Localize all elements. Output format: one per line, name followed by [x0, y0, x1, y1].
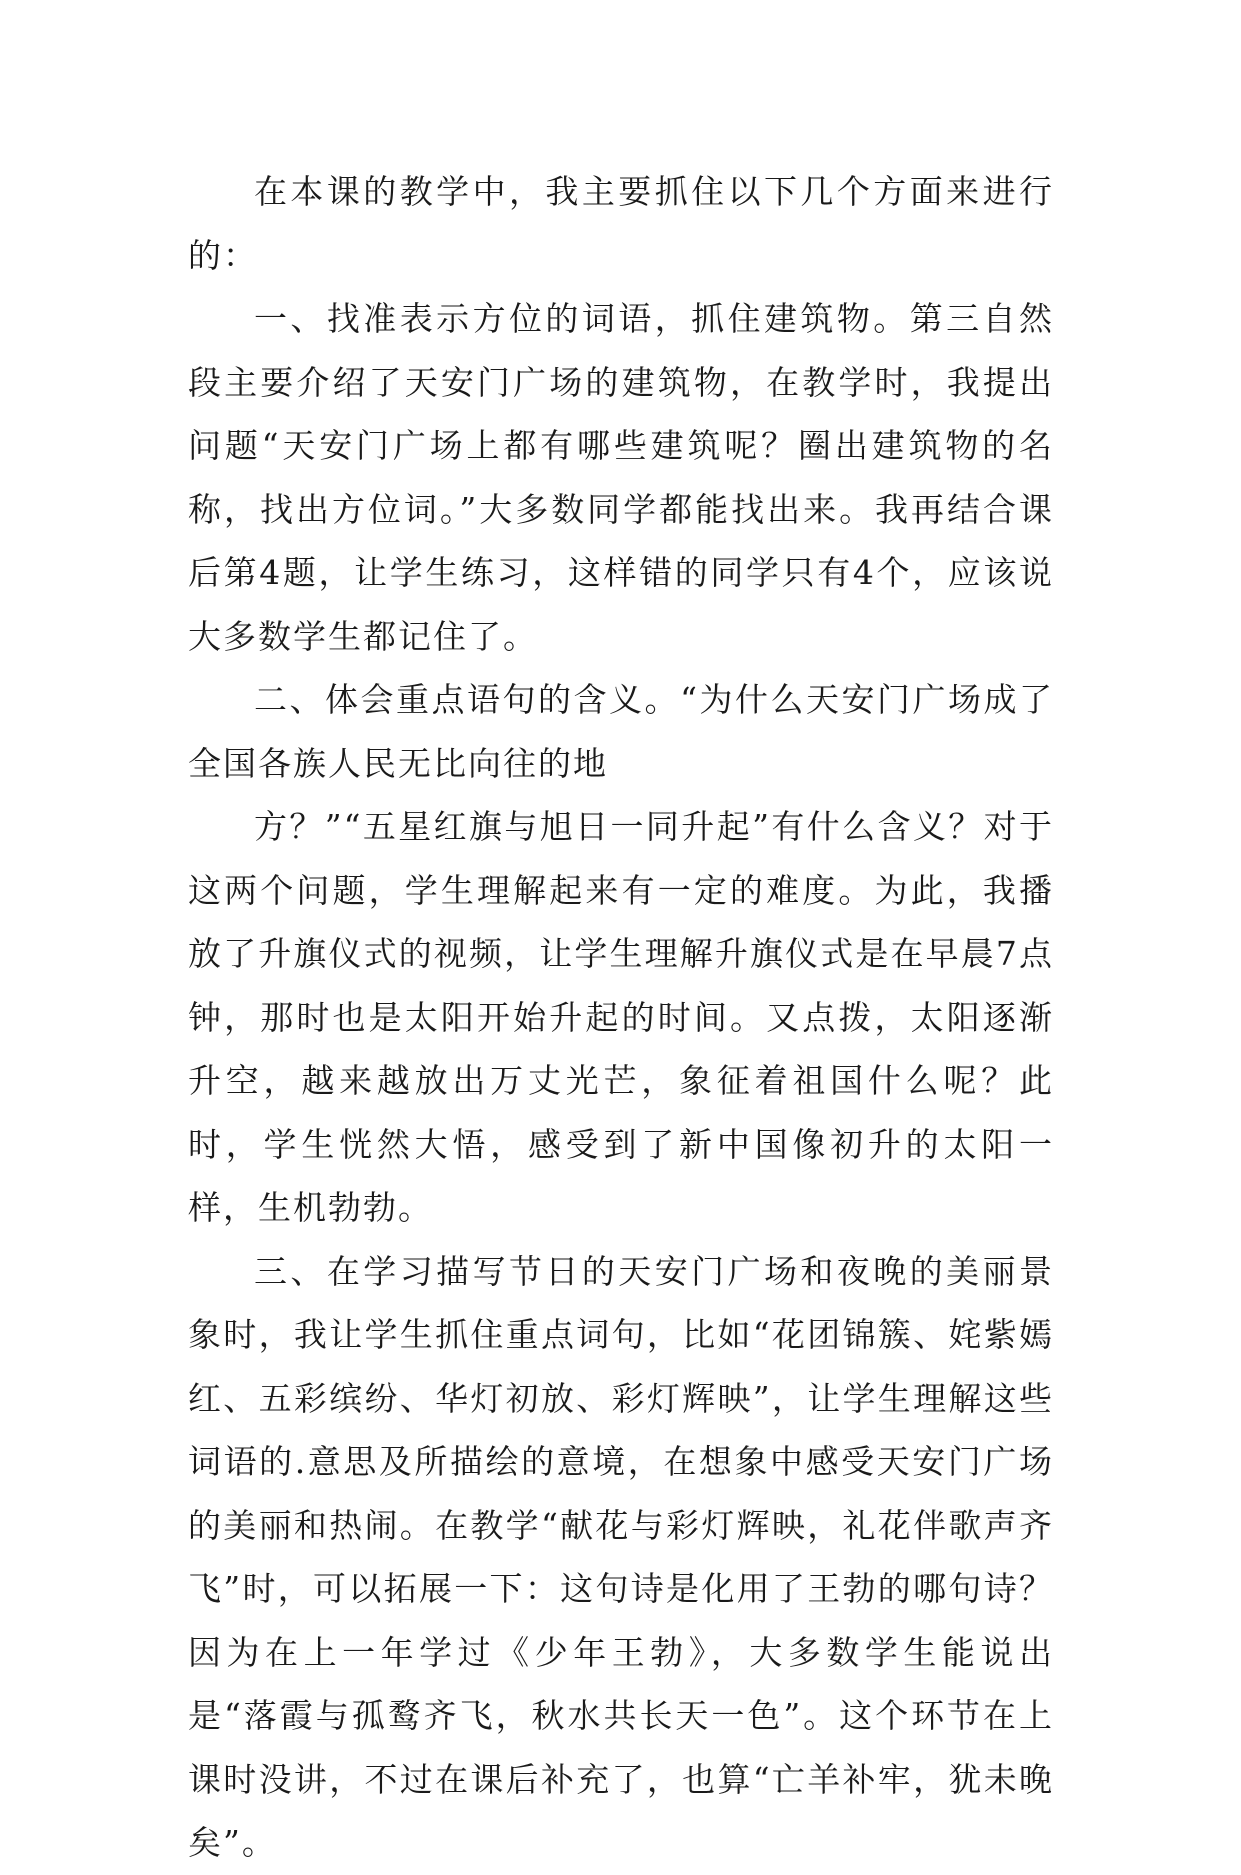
paragraph-point-three: 三、在学习描写节日的天安门广场和夜晚的美丽景象时，我让学生抓住重点词句，比如“花团锦簇、姹紫嫣红、五彩缤纷、华灯初放、彩灯辉映”，让学生理解这些词语的.意思及所描绘的意境，在想象中感受天安门广场的美丽和热闹。在教学“献花与彩灯辉映，礼花伴歌声齐飞”时，可以拓展一下：这句诗是化用了王勃的哪句诗？因为在上一年学过《少年王勃》，大多数学生能说出是“落霞与孤鹜齐飞，秋水共长天一色”。这个环节在上课时没讲，不过在课后补充了，也算“亡羊补牢，犹未晚矣”。	[188, 1251, 1054, 1862]
paragraph-point-two: 二、体会重点语句的含义。“为什么天安门广场成了全国各族人民无比向往的地	[188, 680, 1054, 783]
paragraph-point-two-continued: 方？”“五星红旗与旭日一同升起”有什么含义？对于这两个问题，学生理解起来有一定的难度。为此，我播放了升旗仪式的视频，让学生理解升旗仪式是在早晨7点钟，那时也是太阳开始升起的时间。又点拨，太阳逐渐升空，越来越放出万丈光芒，象征着祖国什么呢？此时，学生恍然大悟，感受到了新中国像初升的太阳一样，生机勃勃。	[188, 807, 1054, 1227]
paragraph-point-one: 一、找准表示方位的词语，抓住建筑物。第三自然段主要介绍了天安门广场的建筑物，在教学时，我提出问题“天安门广场上都有哪些建筑呢？圈出建筑物的名称，找出方位词。”大多数同学都能找出来。我再结合课后第4题，让学生练习，这样错的同学只有4个，应该说大多数学生都记住了。	[188, 299, 1054, 656]
paragraph-intro: 在本课的教学中，我主要抓住以下几个方面来进行的：	[188, 172, 1054, 275]
document-body	[188, 160, 1054, 1875]
